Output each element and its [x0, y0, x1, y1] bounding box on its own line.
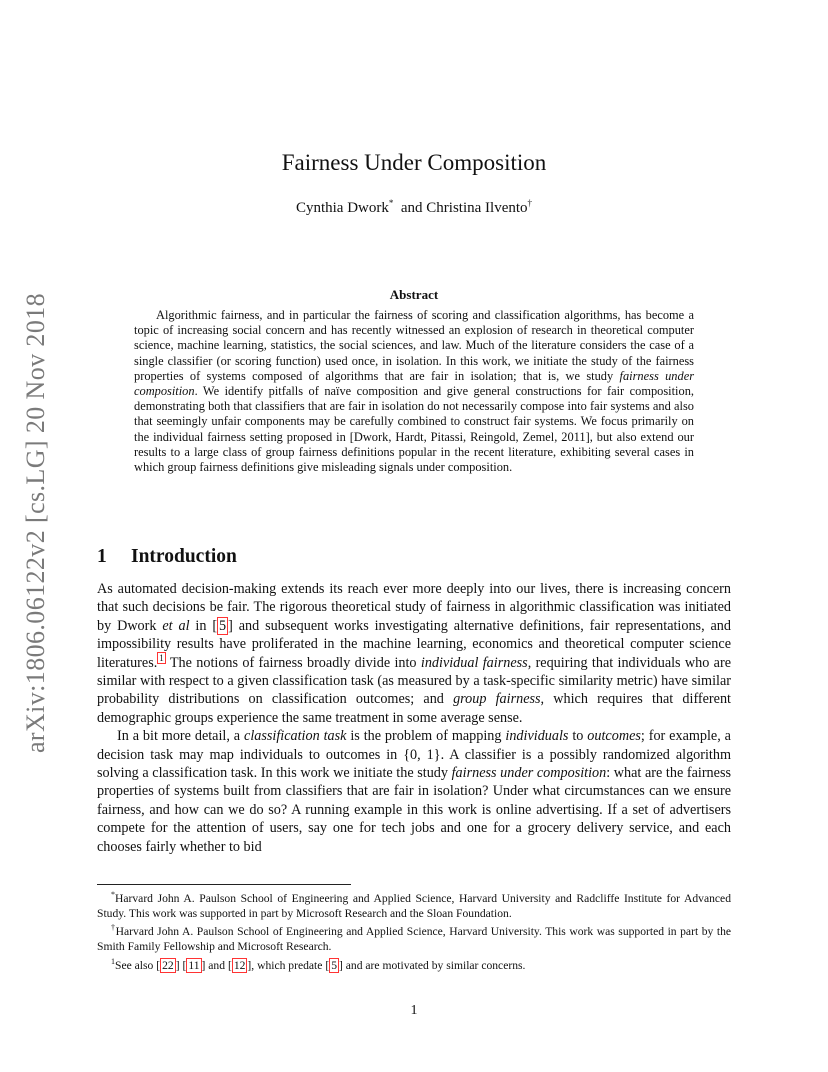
footnote-text: and — [205, 958, 228, 972]
footnote-divider — [97, 884, 351, 885]
text-run: The notions of fairness broadly divide into — [165, 654, 421, 671]
paper-title: Fairness Under Composition — [281, 150, 547, 175]
paragraph — [97, 727, 731, 856]
citation-link[interactable]: 5 — [331, 958, 337, 972]
emphasis: individual fairness — [420, 654, 528, 671]
text-run: In a bit more detail, a — [117, 728, 245, 745]
footnote-text — [180, 959, 183, 972]
footnote-mark: 1 — [111, 956, 115, 966]
abstract-heading: Abstract — [389, 287, 439, 302]
footnote-text: and are motivated by similar concerns. — [342, 958, 526, 972]
footnote — [97, 888, 731, 921]
footnote-text: See also — [115, 958, 157, 972]
text-run: , requiring that individuals who are similar with respect to a given classification task (as measured by a task-specific similarity metric) have similar probability distributions on classification outcomes; and — [97, 654, 731, 708]
citation-link[interactable]: 5 — [219, 617, 227, 634]
text-run: ; for example, a decision task may map individuals to outcomes in {0, 1}. A classifier is a possibly randomized algorithm solving a classification task. In this work we initiate the study — [97, 728, 731, 782]
section-number: 1 — [97, 546, 107, 567]
footnote-link[interactable]: 1 — [159, 652, 164, 663]
section-title: Introduction — [131, 546, 237, 567]
author-name: Cynthia Dwork — [295, 200, 389, 216]
emphasis: et al — [162, 617, 190, 634]
abstract-text — [134, 308, 694, 475]
text-run: in — [189, 617, 213, 634]
footnote — [97, 921, 731, 954]
footnotes — [97, 888, 731, 974]
author-affiliation-mark: * — [388, 198, 394, 208]
arxiv-identifier-text: arXiv:1806.06122v2 [cs.LG] 20 Nov 2018 — [21, 292, 50, 754]
text-run: , which requires that different demographic groups experience the same treatment in some average sense. — [97, 691, 731, 726]
emphasis: individuals — [505, 728, 569, 745]
emphasis: classification task — [244, 728, 347, 745]
text-run: As automated decision-making extends its reach ever more deeply into our lives, there is increasing concern that such decisions be fair. The rigorous theoretical study of fairness in algorithmic classification was initiated by Dwork — [97, 581, 731, 634]
paragraph: As automated decision-making extends its reach ever more deeply into our lives, there is increasing concern that such decisions be fair. The rigorous theoretical study of fairness in algorithmic classification was initiated by Dwork et al in [ 5 ] and subsequent works investigating alternative definitions, fair representations, and impossibility results have proliferated in the machine learning, economics and theoretical computer science literatures. $^1$ The notions of fairness broadly divide into individual fairness, requiring that individuals who are similar with respect to a given classification task (as measured by a task-specific similarity metric) have similar probability distributions on classification outcomes; and group fairness, which requires that different demographic groups experience the same treatment in some average sense. — [97, 581, 731, 726]
citation-link[interactable]: 11 — [188, 958, 200, 972]
abstract-emphasis: fairness under composition — [134, 368, 695, 399]
author-name: Christina Ilvento — [426, 200, 528, 216]
citation-link[interactable]: 12 — [233, 958, 246, 972]
footnote-mark: * — [111, 890, 115, 899]
text-run: and subsequent works investigating alternative definitions, fair representations, and impossibility results have proliferated in the machine learning, economics and theoretical computer science literatures. — [97, 617, 731, 671]
footnote-mark: † — [111, 923, 116, 933]
text-run: : what are the fairness properties of systems built from classifiers that are fair in isolation? Under what circumstances can we ensure fairness, and how can we do so? A running example in this work is online advertising. If a set of advertisers compete for the attention of users, say one for tech jobs and one for a grocery delivery service, and each chooses fairly whether to bid — [97, 765, 731, 855]
author-affiliation-mark: † — [527, 198, 533, 208]
body-text — [97, 580, 731, 856]
text-run: is the problem of mapping — [346, 728, 506, 745]
text-run: to — [568, 728, 588, 745]
abstract-text-run: Algorithmic fairness, and in particular the fairness of scoring and classification algorithms, has become a topic of increasing social concern and has recently witnessed an explosion of research in theoretical computer science, machine learning, statistics, the social sciences, and law. Much of the literature considers the case of a single classifier (or scoring function) used once, in isolation. In this work, we initiate the study of the fairness properties of systems composed of algorithms that are fair in isolation; that is, we study — [134, 308, 694, 383]
arxiv-identifier-stamp — [10, 288, 62, 758]
author-conjunction: and — [400, 200, 423, 216]
footnote-text: , which predate — [251, 958, 326, 972]
abstract-text-run: . We identify pitfalls of naïve composition and give general constructions for fair composition, demonstrating both that classifiers that are fair in isolation do not necessarily compose into fair systems and also that seemingly unfair components may be carefully combined to construct fair systems. We focus primarily on the individual fairness setting proposed in [Dwork, Hardt, Pitassi, Reingold, Zemel, 2011], but also extend our results to a large class of group fairness definitions popular in the recent literature, exhibiting several cases in which group fairness definitions give misleading signals under composition. — [134, 384, 694, 475]
emphasis: fairness under composition — [451, 765, 607, 782]
emphasis: group fairness — [453, 691, 541, 708]
page-number: 1 — [410, 1003, 418, 1018]
footnote: $^1$See also [ 22 ] [ 11 ] and [ 12 ], which predate [ 5 ] and are motivated by similar concerns. — [111, 956, 526, 972]
emphasis: outcomes — [587, 728, 641, 745]
author-list — [0, 198, 828, 217]
footnote-text: Harvard John A. Paulson School of Engineering and Applied Science, Harvard University and Radcliffe Institute for Advanced Study. This work was supported in part by Microsoft Research and the Sloan Foundation. — [97, 891, 731, 920]
footnote-text: Harvard John A. Paulson School of Engineering and Applied Science, Harvard University. This work was supported in part by the Smith Family Fellowship and Microsoft Research. — [97, 925, 732, 954]
section-heading — [97, 546, 237, 568]
citation-link[interactable]: 22 — [162, 958, 174, 972]
